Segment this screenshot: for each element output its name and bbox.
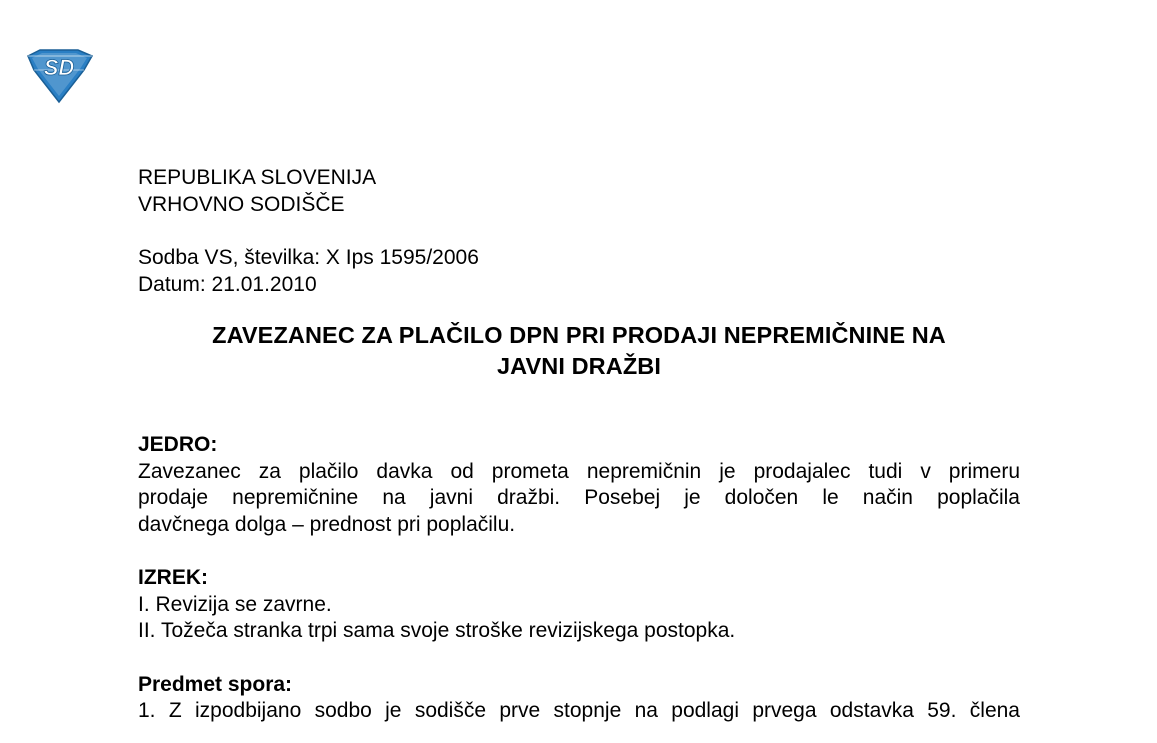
decision-date: Datum: 21.01.2010 [138, 272, 317, 296]
document-body [138, 165, 1020, 725]
header-country: REPUBLIKA SLOVENIJA [138, 166, 377, 189]
title-line-1: ZAVEZANEC ZA PLAČILO DPN PRI PRODAJI NEPREMIČNINE NA [212, 322, 946, 348]
jedro-line: davčnega dolga – prednost pri poplačilu. [138, 512, 516, 536]
izrek-item: II. Tožeča stranka trpi sama svoje stroške revizijskega postopka. [138, 619, 736, 642]
izrek-item: I. Revizija se zavrne. [138, 592, 332, 616]
izrek-heading: IZREK: [138, 566, 208, 589]
spacer [138, 382, 1020, 432]
logo-letters: SD [43, 55, 75, 80]
title-line-2: JAVNI DRAŽBI [497, 353, 661, 379]
header-court: VRHOVNO SODIŠČE [138, 192, 345, 216]
shield-logo-icon [22, 48, 96, 104]
document-title [138, 320, 1020, 382]
jedro-heading: JEDRO: [138, 433, 218, 456]
jedro-line: Zavezanec za plačilo davka od prometa nepremičnin je prodajalec tudi v primeru [138, 459, 1020, 483]
spacer [138, 538, 1020, 565]
spacer [138, 645, 1020, 672]
court-logo [22, 48, 96, 104]
predmet-paragraph [138, 698, 1020, 725]
jedro-line: prodaje nepremičnine na javni dražbi. Posebej je določen le način poplačila [138, 486, 1020, 509]
predmet-line: 1. Z izpodbijano sodbo je sodišče prve stopnje na podlagi prvega odstavka 59. člena [138, 699, 1020, 722]
spacer [138, 218, 1020, 245]
case-number: Sodba VS, številka: X Ips 1595/2006 [138, 246, 479, 269]
jedro-paragraph [138, 459, 1020, 539]
predmet-heading: Predmet spora: [138, 672, 293, 696]
